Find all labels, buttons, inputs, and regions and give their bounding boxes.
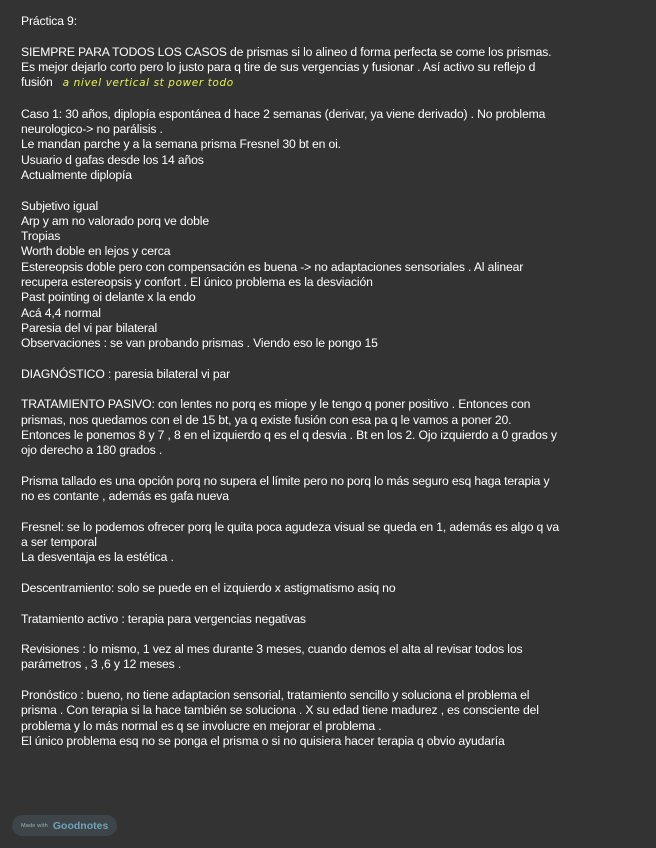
- exam-line: Paresia del vi par bilateral: [21, 320, 158, 335]
- intro-line-text: fusión: [21, 75, 53, 90]
- passive-treatment-line: Entonces le ponemos 8 y 7 , 8 en el izquierdo q es el q desvia . Bt en los 2. Ojo izquierdo a 0 grados y: [21, 428, 557, 443]
- prognosis-paragraph: [21, 688, 633, 749]
- passive-treatment-line: ojo derecho a 180 grados .: [21, 443, 163, 458]
- exam-line: Estereopsis doble pero con compensación es buena -> no adaptaciones sensoriales . Al alinear: [21, 259, 524, 274]
- reviews-line: parámetros , 3 ,6 y 12 meses .: [21, 657, 182, 672]
- case-line: Caso 1: 30 años, diplopía espontánea d hace 2 semanas (derivar, ya viene derivado) . No problema: [21, 106, 546, 121]
- fresnel-line: Fresnel: se lo podemos ofrecer porq le quita poca agudeza visual se queda en 1, además es algo q va: [21, 519, 559, 534]
- prognosis-line: prisma . Con terapia si la hace también se soluciona . X su edad tiene madurez , es consciente del: [21, 703, 539, 718]
- intro-line: SIEMPRE PARA TODOS LOS CASOS de prismas si lo alineo d forma perfecta se come los prismas.: [21, 44, 552, 59]
- note-title-block: [21, 14, 633, 29]
- badge-prefix: Made with: [21, 822, 48, 829]
- diagnosis-line: DIAGNÓSTICO : paresia bilateral vi par: [21, 366, 231, 381]
- exam-line: Past pointing oi delante x la endo: [21, 290, 196, 305]
- intro-line: Es mejor dejarlo corto pero lo justo para q tire de sus vergencias y fusionar . Así activo su reflejo d: [21, 59, 536, 74]
- prognosis-line: problema y lo más normal es q se involucre en mejorar el problema .: [21, 718, 382, 733]
- passive-treatment-line: prismas, nos quedamos con el de 15 bt, ya q existe fusión con esa pa q le vamos a poner 20.: [21, 412, 512, 427]
- decentration-paragraph: [21, 581, 633, 596]
- diagnosis-paragraph: [21, 367, 633, 382]
- exam-line: Subjetivo igual: [21, 198, 99, 213]
- fresnel-line: a ser temporal: [21, 535, 97, 550]
- fresnel-paragraph: [21, 520, 633, 566]
- exam-line: Acá 4,4 normal: [21, 305, 101, 320]
- carved-prism-line: Prisma tallado es una opción porq no supera el límite pero no porq lo más seguro esq haga terapia y: [21, 473, 550, 488]
- exam-line: Worth doble en lejos y cerca: [21, 244, 171, 259]
- case-line: neurologico-> no parálisis .: [21, 122, 163, 137]
- reviews-line: Revisiones : lo mismo, 1 vez al mes durante 3 meses, cuando demos el alta al revisar todos los: [21, 642, 523, 657]
- made-with-goodnotes-badge[interactable]: [12, 815, 117, 836]
- note-title: Práctica 9:: [21, 14, 77, 28]
- reviews-paragraph: [21, 642, 633, 673]
- exam-line: Arp y am no valorado porq ve doble: [21, 213, 209, 228]
- handwritten-annotation: a nivel vertical st power todo: [62, 77, 234, 90]
- exam-line: Observaciones : se van probando prismas . Viendo eso le pongo 15: [21, 336, 378, 351]
- case-paragraph: [21, 107, 633, 183]
- passive-treatment-line: TRATAMIENTO PASIVO: con lentes no porq es miope y le tengo q poner positivo . Entonces con: [21, 397, 531, 412]
- active-treatment-line: Tratamiento activo : terapia para vergencias negativas: [21, 611, 306, 626]
- case-line: Le mandan parche y a la semana prisma Fresnel 30 bt en oi.: [21, 137, 341, 152]
- case-line: Actualmente diplopía: [21, 167, 132, 182]
- badge-brand: Goodnotes: [52, 819, 109, 832]
- fresnel-line: La desventaja es la estética .: [21, 550, 174, 565]
- case-line: Usuario d gafas desde los 14 años: [21, 152, 204, 167]
- intro-paragraph: [21, 45, 633, 92]
- decentration-line: Descentramiento: solo se puede en el izquierdo x astigmatismo asiq no: [21, 580, 396, 595]
- exam-paragraph: [21, 199, 633, 352]
- prognosis-line: El único problema esq no se ponga el prisma o si no quisiera hacer terapia q obvio ayudaría: [21, 733, 505, 748]
- exam-line: recupera estereopsis y confort . El único problema es la desviación: [21, 275, 373, 290]
- carved-prism-line: no es contante , además es gafa nueva: [21, 489, 229, 504]
- carved-prism-paragraph: [21, 474, 633, 505]
- exam-line: Tropias: [21, 229, 61, 244]
- note-page: [21, 14, 633, 765]
- active-treatment-paragraph: [21, 612, 633, 627]
- passive-treatment-paragraph: [21, 397, 633, 458]
- intro-line-with-annotation: [21, 75, 633, 91]
- prognosis-line: Pronóstico : bueno, no tiene adaptacion sensorial, tratamiento sencillo y soluciona el problema el: [21, 688, 530, 703]
